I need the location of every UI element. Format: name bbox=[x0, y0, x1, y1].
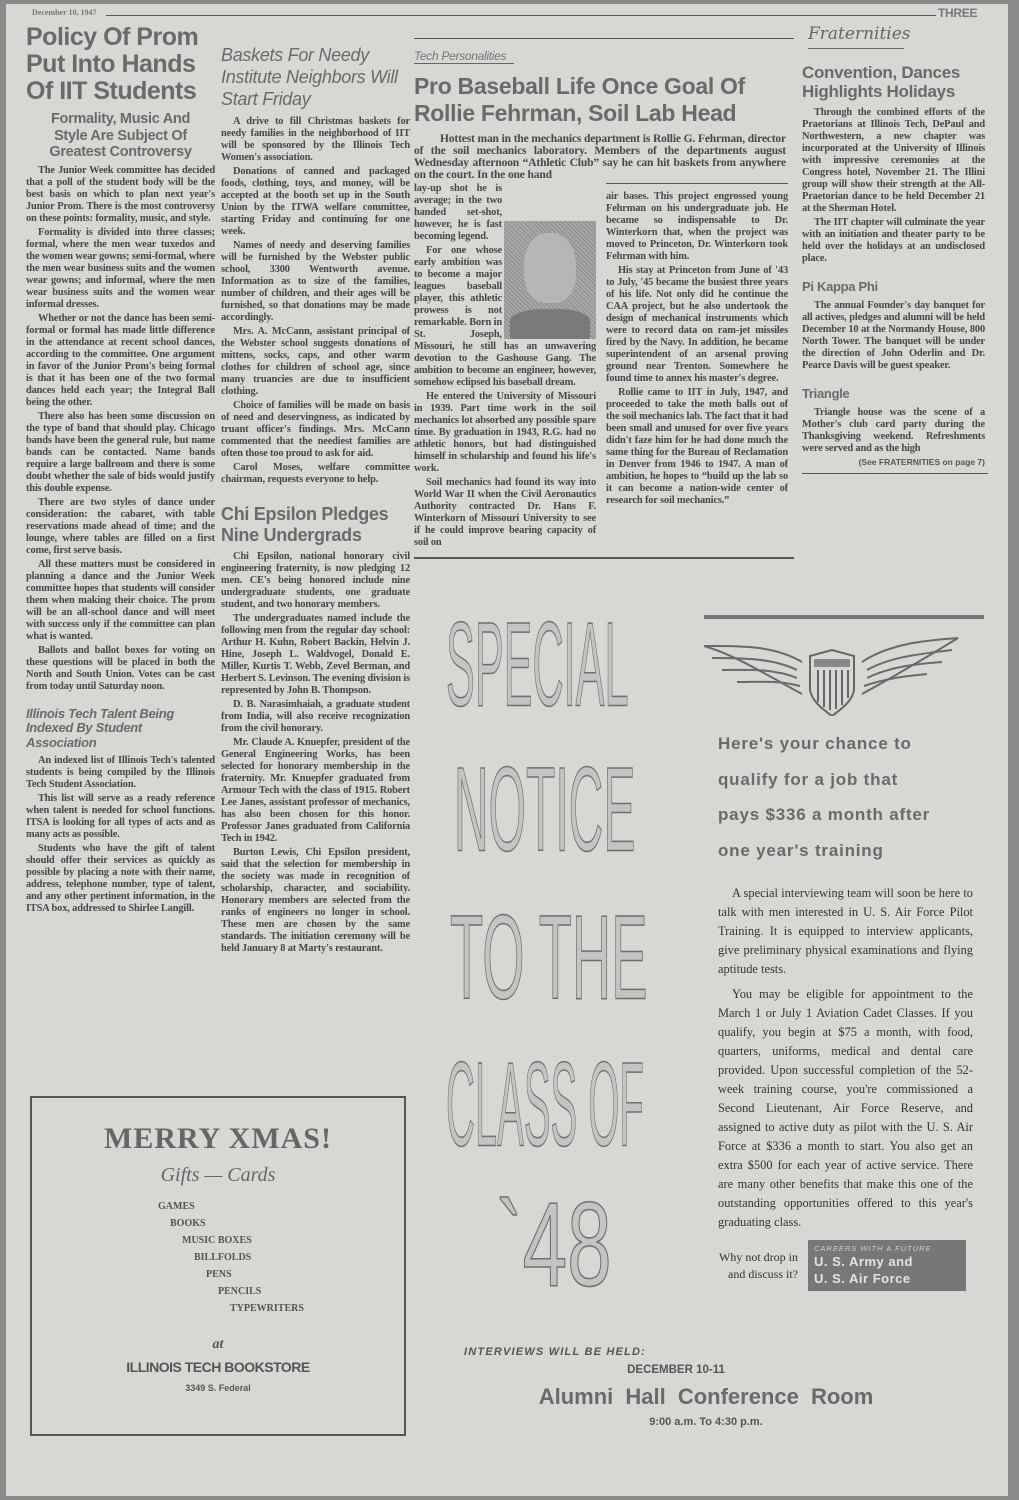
frat-headline: Convention, Dances Highlights Holidays bbox=[802, 63, 961, 101]
paragraph: All these matters must be considered in planning a dance and the Junior Week committee hopes that students will consider them when making their choice. The prom will be an all-school dance and will meet with success only if the committee can plan what is wanted. bbox=[26, 558, 215, 642]
tech-region bbox=[414, 38, 794, 559]
list-item: PENS bbox=[206, 1269, 232, 1280]
paragraph: Ballots and ballot boxes for voting on these questions will be placed in both the North and South Union. Votes can be cast from today until Saturday noon. bbox=[26, 644, 215, 692]
list-item: PENCILS bbox=[218, 1286, 262, 1297]
interviews-label: INTERVIEWS WILL BE HELD: bbox=[464, 1346, 646, 1358]
paragraph: Students who have the gift of talent should offer their services as quickly as possible by placing a note with their name, address, telephone number, type of talent, and any other pertinent information, in the ITSA box, addressed to Shirlee Langill. bbox=[26, 843, 215, 914]
paragraph: Whether or not the dance has been semi-formal or formal has made little difference in the attendance at recent school dances, according to the committee. One argument in favor of the Junior Prom's being formal is that it has been one of the two formal dances held each year; the Integral Ball being the other. bbox=[26, 312, 215, 408]
ad-right-column bbox=[718, 726, 980, 1291]
paragraph: Choice of families will be made on basis of need and deservingness, as indicated by truant officer's findings. Mrs. McCann commented that the neediest families are often those too proud to ask for aid. bbox=[221, 400, 410, 459]
paragraph: His stay at Princeton from June of '43 to July, '45 became the busiest three years of his life. Not only did he continue the CAA project, but he also undertook the design of mechanical instruments which were to record data on ram-jet missiles fired by the Navy. In addition, he became superintendent of an arsenal proving ground near Trenton. Somewhere he found time to annex his master's degree. bbox=[606, 265, 788, 384]
left-columns bbox=[26, 24, 410, 1090]
tech-columns bbox=[414, 183, 794, 551]
big-word-class-of: CLASS OF bbox=[446, 1036, 644, 1171]
frat-region bbox=[802, 24, 988, 474]
badge-line-2: U. S. Air Force bbox=[814, 1271, 911, 1286]
paragraph: He entered the University of Missouri in 1939. Part time work in the soil mechanics lot absorbed any possible spare time. By graduation in 1943, R.G. had no athletic honors, but had distinguished himself in scholarship and found his life's work. bbox=[414, 391, 596, 474]
chi-article bbox=[221, 551, 410, 957]
paragraph: Chi Epsilon, national honorary civil engineering fraternity, is now pledging 12 men. CE's being honored include nine undergraduate students, one graduate student, and two honorary members. bbox=[221, 551, 410, 610]
paragraph: Formality is divided into three classes; formal, where the men wear tuxedos and the women wear gowns; semi-formal, where the men wear business suits and the women wear gowns; and informal, where the men wear business suits and the women wear informal dresses. bbox=[26, 226, 215, 310]
tech-headline: Pro Baseball Life Once Goal Of Rollie Fehrman, Soil Lab Head bbox=[414, 73, 745, 126]
headline-line: qualify for a job that bbox=[718, 769, 899, 789]
paragraph: For one whose early ambition was to become a major leagues baseball player, this athletic prowess is not remarkable. Born in St. Joseph, Missouri, he still has an unwavering devotion to the Gashouse Gang. The ambition to become an engineer, however, somehow eclipsed his baseball dream. bbox=[414, 245, 596, 388]
prom-headline: Policy Of Prom Put Into Hands Of IIT Students bbox=[26, 23, 199, 105]
baskets-headline: Baskets For Needy Institute Neighbors Will Start Friday bbox=[221, 45, 398, 109]
paragraph: Burton Lewis, Chi Epsilon president, said that the selection for membership in the society was made in recognition of scholarship, character, and sociability. Honorary members are selected from the ranks of engineers no longer in school. These men are chosen by the same standards. The initiation ceremony will be held January 8 at Marty's restaurant. bbox=[221, 847, 410, 954]
portrait-face bbox=[524, 233, 576, 303]
merry-xmas-title: MERRY XMAS! bbox=[104, 1122, 332, 1155]
lead-paragraph: Hottest man in the mechanics department is Rollie G. Fehrman, director of the soil mechanics laboratory. Members of the departments august Wednesday afternoon “Athletic Club” say he can hit baskets from anywhere on the court. In the one hand bbox=[414, 133, 786, 181]
paragraph: Names of needy and deserving families will be furnished by the Webster public school, 3300 Wentworth avenue. Information as to size of the families, number of children, and their ages will be furnished, so that donations may be made accordingly. bbox=[221, 240, 410, 323]
tech-section-label: Tech Personalities bbox=[414, 49, 514, 64]
list-item: BILLFOLDS bbox=[194, 1252, 252, 1263]
paragraph: lay-up shot he is average; in the two handed set-shot, however, he is fast becoming legend. bbox=[414, 183, 502, 242]
interview-location: Alumni Hall Conference Room bbox=[538, 1384, 874, 1409]
interview-time: 9:00 a.m. To 4:30 p.m. bbox=[649, 1416, 763, 1428]
headline-line: Here's your chance to bbox=[718, 734, 912, 753]
talent-article bbox=[26, 755, 215, 917]
paragraph: There are two styles of dance under consideration: the cabaret, with table reservations made ahead of time; and the lounge, where tables are filled on a first come, first serve basis. bbox=[26, 496, 215, 556]
at-label: at bbox=[212, 1337, 224, 1352]
badge-line-1: U. S. Army and bbox=[814, 1254, 913, 1269]
paragraph: A special interviewing team will soon be here to talk with men interested in U. S. Air Force Pilot Training. It is equipped to interview applicants, give preliminary physical examinations and flying aptitude tests. bbox=[718, 886, 973, 976]
store-address: 3349 S. Federal bbox=[185, 1383, 251, 1393]
paragraph: Carol Moses, welfare committee chairman, requests everyone to help. bbox=[221, 462, 410, 485]
pilot-wings-icon bbox=[702, 632, 962, 716]
why-not-drop-in: Why not drop in and discuss it? bbox=[719, 1249, 798, 1281]
paragraph: The annual Founder's day banquet for all actives, pledges and alumni will be held December 10 at the Normandy House, 800 North Tower. The banquet will be under the direction of John Oderlin and Dr. Pearce Davis will be guest speaker. bbox=[802, 300, 985, 371]
prom-article bbox=[26, 165, 215, 695]
badge-tagline: CAREERS WITH A FUTURE bbox=[814, 1244, 932, 1253]
tech-left-column bbox=[414, 183, 596, 551]
paragraph: The Junior Week committee has decided that a poll of the student body will be the best basis on which to plan next year's Junior Prom. There is the most controversy on these points: formality, music, and style. bbox=[26, 164, 215, 224]
bookstore-ad bbox=[30, 1096, 406, 1436]
chi-headline: Chi Epsilon Pledges Nine Undergrads bbox=[221, 504, 389, 545]
newspaper-page bbox=[6, 4, 1008, 1496]
paragraph: air bases. This project engrossed young Fehrman on his undergraduate job. He became so indispensable to Dr. Winterkorn that, when the project was moved to Princeton, Dr. Winterkorn took Fehrman with him. bbox=[606, 191, 788, 262]
baskets-article bbox=[221, 116, 410, 488]
article-bottom-rule bbox=[414, 557, 794, 559]
ad-top-rule bbox=[704, 615, 984, 619]
portrait-shoulders bbox=[510, 309, 590, 339]
paragraph: You may be eligible for appointment to the March 1 or July 1 Aviation Cadet Classes. If you qualify, you begin at $75 a month, with food, quarters, uniforms, medical and dental care provided. Upon successful completion of the 52-week training course, you're commissioned a Second Lieutenant, Air Force Reserve, and assigned to active duty as pilot with the U. S. Air Force at $336 a month to start. You also get an extra $500 for each year of active service. There are many other benefits that make this one of the outstanding opportunities offered to this year's graduating class. bbox=[718, 987, 973, 1229]
paragraph: Rollie came to IIT in July, 1947, and proceeded to take the moth balls out of the soil mechanics lab. The fact that it had been small and unused for over five years didn't faze him for he had done much the same thing for the Bureau of Reclamation in Denver from 1946 to 1947. A man of ambition, he hopes to “build up the lab so it can become a nation-wide center of research for soil mechanics.” bbox=[606, 387, 788, 506]
paragraph: This list will serve as a ready reference when talent is needed for school functions. ITSA is looking for all types of acts and as many acts as possible. bbox=[26, 793, 215, 840]
column-1 bbox=[26, 24, 215, 917]
paragraph: Through the combined efforts of the Praetorians at Illinois Tech, DePaul and Northwestern, a new chapter was incorporated at the University of Illinois with impressive ceremonies at the Congress hotel, November 21. The Illini group will show their strength at the All-Praetorian dance to be held December 21 at the Sherman Hotel. bbox=[802, 107, 985, 214]
portrait-photo bbox=[504, 221, 596, 339]
column-2 bbox=[221, 24, 410, 957]
big-word-notice: NOTICE bbox=[454, 741, 636, 876]
store-name: ILLINOIS TECH BOOKSTORE bbox=[126, 1359, 310, 1375]
paragraph: Triangle house was the scene of a Mother's club card party during the Thanksgiving weekend. Refreshments were served and as the high bbox=[802, 407, 985, 454]
gifts-cards: Gifts — Cards bbox=[160, 1164, 276, 1186]
list-item: TYPEWRITERS bbox=[230, 1303, 304, 1314]
tech-right-column bbox=[606, 183, 788, 509]
paragraph: The IIT chapter will culminate the year with an initiation and theater party to be held over the holidays at an undisclosed place. bbox=[802, 217, 985, 264]
paragraph: D. B. Narasimhaiah, a graduate student from India, will also receive recognization from the civil honorary. bbox=[221, 699, 410, 734]
list-item: BOOKS bbox=[170, 1218, 206, 1229]
paragraph: Donations of canned and packaged foods, clothing, toys, and money, will be accepted at the booth set up in the South Union by the ITWA welfare committee, starting Friday and continuing for one week. bbox=[221, 166, 410, 237]
talent-headline: Illinois Tech Talent Being Indexed By Student Association bbox=[26, 705, 174, 750]
header-rule bbox=[106, 15, 936, 16]
ad-body bbox=[718, 884, 973, 1232]
frat-bottom-rule bbox=[802, 473, 988, 474]
careers-badge bbox=[808, 1240, 966, 1291]
frat-article bbox=[802, 107, 985, 467]
list-item: MUSIC BOXES bbox=[182, 1235, 252, 1246]
headline-line: one year's training bbox=[718, 840, 884, 860]
tech-lead bbox=[414, 133, 786, 181]
paragraph: Mrs. A. McCann, assistant principal of the Webster school suggests donations of mittens, socks, caps, and other warm clothes for children of school age, since many truancies are due to insufficient clothing. bbox=[221, 326, 410, 397]
list-item: GAMES bbox=[158, 1201, 195, 1212]
issue-date: December 10, 1947 bbox=[32, 8, 97, 17]
ad-headline bbox=[718, 726, 980, 868]
paragraph: An indexed list of Illinois Tech's talented students is being compiled by the Illinois Tech Student Association. bbox=[26, 755, 215, 790]
left-region bbox=[26, 24, 410, 1436]
pi-kappa-phi-heading: Pi Kappa Phi bbox=[802, 279, 878, 294]
paragraph: Soil mechanics had found its way into World War II when the Civil Aeronautics Authority contracted Dr. Hans F. Winterkorn of Missouri University to see if he could improve bearing capacity of soil on bbox=[414, 477, 596, 548]
continued-on-page-7: (See FRATERNITIES on page 7) bbox=[858, 457, 985, 467]
big-word-to-the: TO THE bbox=[450, 889, 648, 1024]
items-list bbox=[32, 1201, 404, 1321]
paragraph: Mr. Claude A. Knuepfer, president of the General Engineering Works, has been selected for honorary membership in the fraternity. Mr. Knuepfer graduated from Armour Tech with the class of 1915. Robert Lee Janes, assistant professor of mechanics, has also been chosen for this honor. Professor Janes graduated from California Tech in 1942. bbox=[221, 737, 410, 844]
interview-dates: DECEMBER 10-11 bbox=[627, 1364, 725, 1376]
big-word-48: `48 bbox=[496, 1176, 612, 1311]
paragraph: There also has been some discussion on the type of band that should play. Chicago bands have been the general rule, but name bands can be contacted. Name bands require a large ballroom and there is some doubt whether the sale of bids would justify this double expense. bbox=[26, 410, 215, 494]
big-word-special: SPECIAL bbox=[446, 596, 629, 731]
fraternities-section-label: Fraternities bbox=[808, 24, 904, 49]
ad-footer-row bbox=[718, 1240, 980, 1291]
prom-subhead: Formality, Music And Style Are Subject Of Greatest Controversy bbox=[49, 111, 192, 160]
headline-line: pays $336 a month after bbox=[718, 805, 931, 824]
triangle-heading: Triangle bbox=[802, 386, 850, 401]
page-number: THREE bbox=[938, 6, 978, 20]
paragraph: The undergraduates named include the following men from the regular day school: Arthur H. Kuhn, Robert Backin, Helvin J. Hine, Joseph L. Waldvogel, Donald E. Miller, Kurtis T. Webb, Zevel Berman, and Herbert S. Levinson. The evening division is represented by John B. Thompson. bbox=[221, 613, 410, 696]
paragraph: A drive to fill Christmas baskets for needy families in the neighborhood of IIT will be sponsored by the Illinois Tech Women's association. bbox=[221, 116, 410, 163]
